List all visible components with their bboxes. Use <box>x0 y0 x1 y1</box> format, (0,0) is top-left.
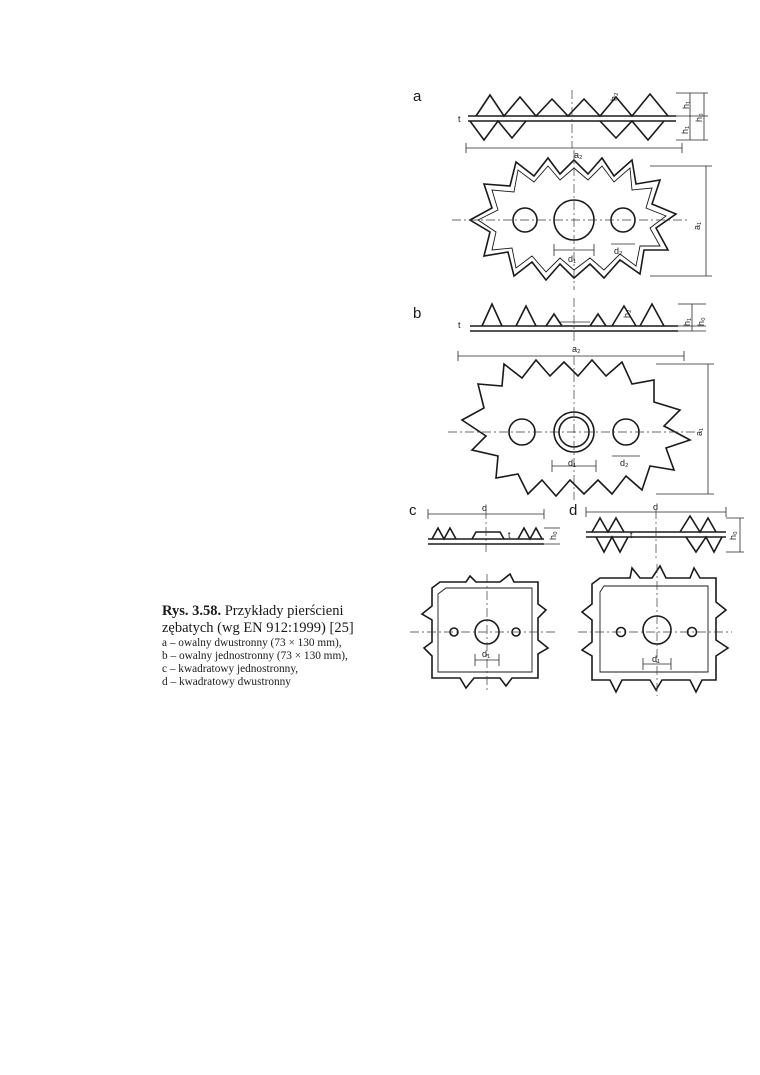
panel-d-t-label: t <box>630 530 633 540</box>
panel-c-h0-label: h₀ <box>548 531 558 540</box>
panel-a-t-label: t <box>458 114 461 124</box>
panel-c <box>410 503 560 692</box>
panel-d-d-label: d <box>653 502 659 512</box>
panel-d-side-teeth-top <box>592 516 716 532</box>
panel-letter-a: a <box>413 88 422 105</box>
panel-b-side-view <box>458 298 706 361</box>
panel-d-side-view <box>586 502 744 560</box>
panel-a-h0-label: h₀ <box>694 113 704 122</box>
panel-a-h2-label: h₂ <box>609 92 619 101</box>
panel-c-ring-outline <box>422 574 548 688</box>
panel-b <box>448 298 714 500</box>
caption-title-text: Przykłady pierścieni <box>224 603 344 619</box>
panel-letter-d: d <box>569 502 578 519</box>
panel-a-h1-label: h₁ <box>681 100 691 109</box>
caption-item-d: d – kwadratowy dwustronny <box>162 676 291 688</box>
panel-b-a2-label: a₂ <box>572 344 581 354</box>
panel-letter-b: b <box>413 305 422 322</box>
figure-number: Rys. 3.58. <box>162 603 222 619</box>
panel-b-h2-label: h₂ <box>622 309 632 318</box>
panel-c-side-view <box>428 503 560 552</box>
panel-c-d-label: d <box>482 503 488 513</box>
panel-b-h0-label: h₀ <box>696 317 706 326</box>
panel-b-plan-view <box>448 356 714 500</box>
caption-item-c: c – kwadratowy jednostronny, <box>162 663 299 675</box>
panel-a-a2-label: a₂ <box>574 150 583 160</box>
panel-b-d1-label: d₁ <box>568 458 577 468</box>
panel-b-side-teeth <box>482 304 664 326</box>
panel-b-ring-outline <box>462 360 690 496</box>
panel-b-d2-label: d₂ <box>620 458 629 468</box>
panel-a-d2-label: d₂ <box>614 246 623 256</box>
panel-d-ring-outline <box>582 566 728 692</box>
panel-b-a1-dim <box>656 364 714 494</box>
panel-a <box>452 90 712 290</box>
panel-c-plan-view <box>410 574 556 692</box>
panel-d-h0-label: h₀ <box>728 531 738 540</box>
panel-d-side-teeth-bottom <box>596 537 722 552</box>
panel-a-a1-label: a₁ <box>692 221 702 230</box>
panel-d-d1-label: d₁ <box>652 654 661 664</box>
panel-b-h1-label: h₁ <box>682 317 692 326</box>
panel-c-d1-label: d₁ <box>482 649 491 659</box>
panel-d-plan-view <box>578 564 732 696</box>
panel-b-a1-label: a₁ <box>694 427 704 436</box>
panel-c-side-teeth <box>432 528 542 539</box>
panel-c-ring-inner <box>438 588 532 672</box>
panel-letter-c: c <box>409 502 417 519</box>
panel-c-t-label: t <box>508 530 511 540</box>
panel-b-a2-dim <box>458 351 684 361</box>
caption-item-a: a – owalny dwustronny (73 × 130 mm), <box>162 637 342 649</box>
caption-title-line-2: zębatych (wg EN 912:1999) [25] <box>162 620 354 636</box>
panel-d <box>578 502 744 696</box>
panel-a-h1b-label: h₁ <box>680 125 690 134</box>
panel-a-side-teeth-bottom <box>470 121 664 140</box>
panel-a-plan-view <box>452 150 712 290</box>
panel-b-t-label: t <box>458 320 461 330</box>
panel-a-d1-label: d₁ <box>568 254 577 264</box>
caption-item-b: b – owalny jednostronny (73 × 130 mm), <box>162 650 348 662</box>
panel-a-side-view <box>458 90 708 160</box>
